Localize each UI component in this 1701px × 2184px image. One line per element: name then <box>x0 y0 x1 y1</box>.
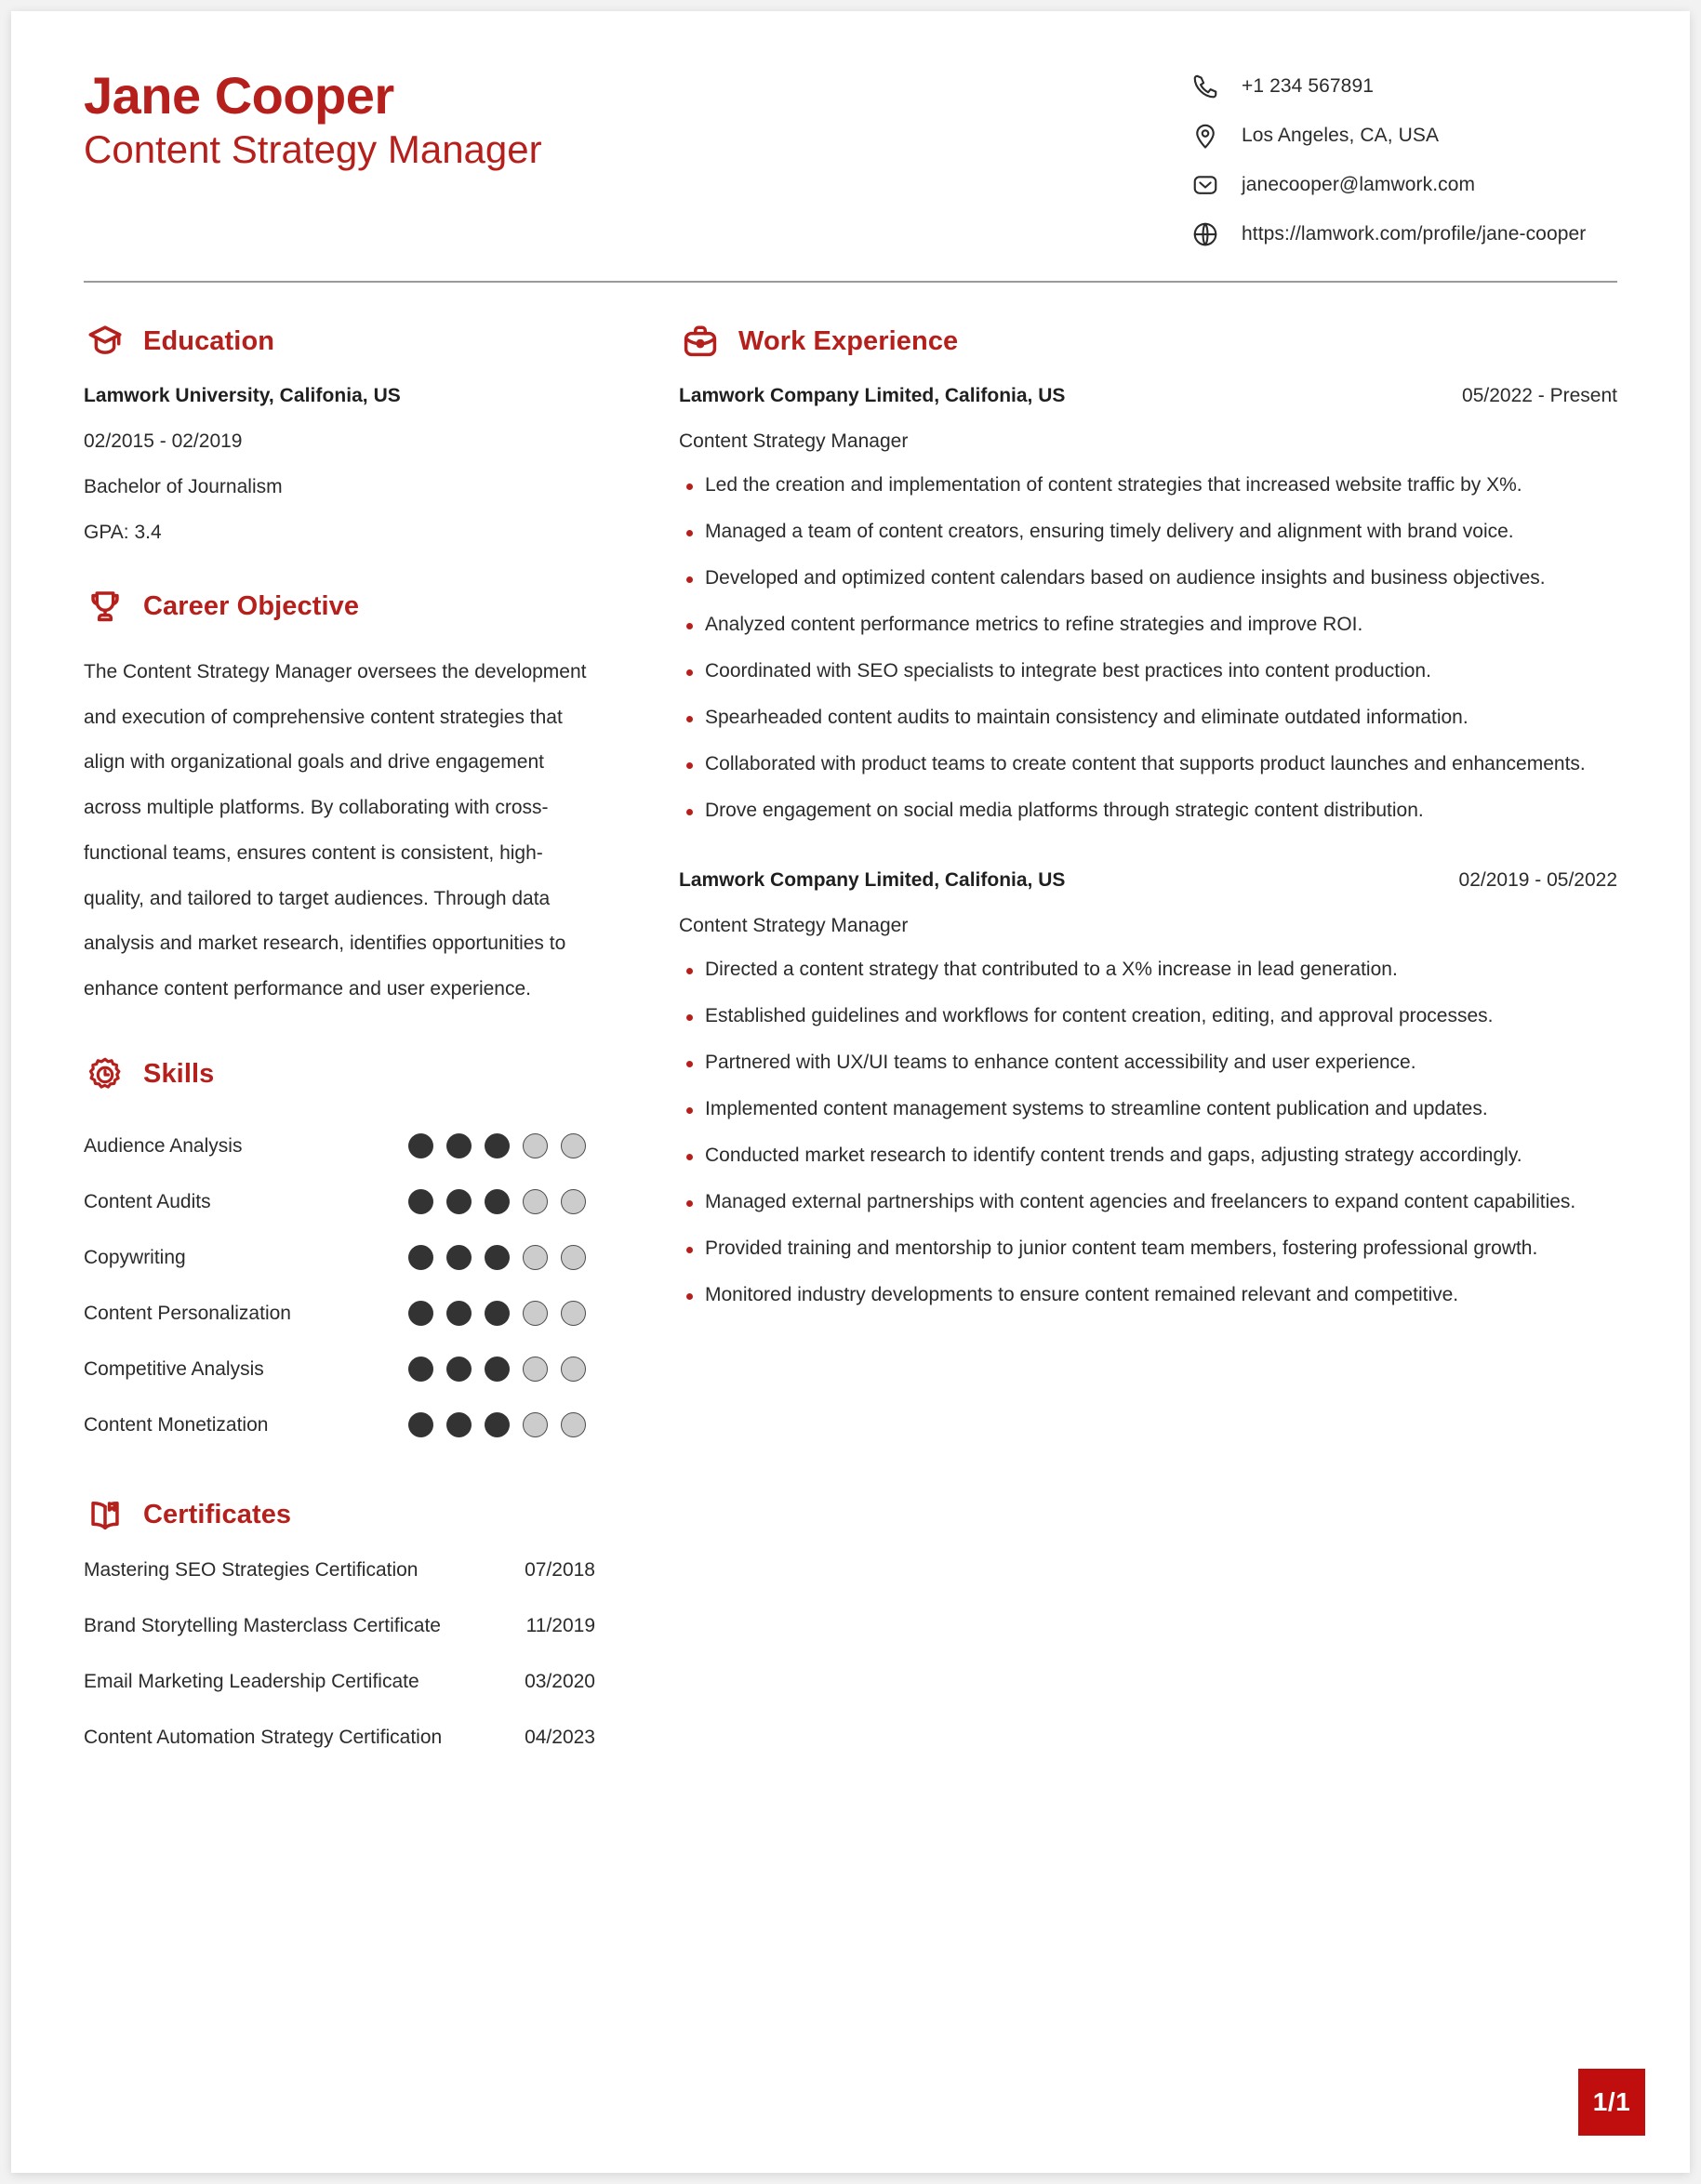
resume-header <box>11 11 1690 258</box>
skill-name: Content Audits <box>84 1190 211 1212</box>
work-experience-entry <box>679 385 1617 834</box>
rating-dot-empty[interactable] <box>523 1301 548 1326</box>
skill-rating-dots[interactable] <box>408 1301 595 1326</box>
skill-name: Content Monetization <box>84 1413 269 1436</box>
work-experience-heading <box>679 320 1617 363</box>
rating-dot-filled[interactable] <box>408 1301 433 1326</box>
certificate-name: Email Marketing Leadership Certificate <box>84 1670 419 1692</box>
job-dates: 02/2019 - 05/2022 <box>1458 869 1617 891</box>
rating-dot-empty[interactable] <box>561 1412 586 1437</box>
skill-row <box>84 1118 595 1174</box>
rating-dot-filled[interactable] <box>485 1301 510 1326</box>
job-bullet: Monitored industry developments to ensure content remained relevant and competitive. <box>679 1272 1617 1318</box>
rating-dot-filled[interactable] <box>446 1189 472 1214</box>
contact-website[interactable] <box>1189 209 1617 258</box>
contact-list <box>1189 58 1617 258</box>
job-bullet: Spearheaded content audits to maintain consistency and eliminate outdated information. <box>679 695 1617 741</box>
identity-block <box>84 58 542 175</box>
certificate-date: 03/2020 <box>525 1670 595 1692</box>
rating-dot-filled[interactable] <box>446 1301 472 1326</box>
rating-dot-filled[interactable] <box>485 1357 510 1382</box>
skills-heading <box>84 1053 595 1096</box>
job-organization: Lamwork Company Limited, Califonia, US <box>679 385 1066 406</box>
job-role: Content Strategy Manager <box>679 430 909 452</box>
contact-location[interactable] <box>1189 111 1617 160</box>
work-experience-title: Work Experience <box>738 325 959 356</box>
rating-dot-filled[interactable] <box>408 1245 433 1270</box>
skill-rating-dots[interactable] <box>408 1133 595 1158</box>
certificate-date: 07/2018 <box>525 1558 595 1581</box>
rating-dot-filled[interactable] <box>485 1189 510 1214</box>
rating-dot-empty[interactable] <box>523 1133 548 1158</box>
education-organization: Lamwork University, Califonia, US <box>84 385 401 406</box>
skills-list <box>84 1118 595 1453</box>
certificates-title: Certificates <box>143 1500 292 1530</box>
education-heading <box>84 320 595 363</box>
section-certificates <box>84 1453 595 1782</box>
job-role: Content Strategy Manager <box>679 915 909 936</box>
job-bullet: Managed a team of content creators, ensuring timely delivery and alignment with brand voice. <box>679 509 1617 555</box>
skills-title: Skills <box>143 1059 215 1090</box>
certificates-heading <box>84 1494 595 1537</box>
job-bullet: Conducted market research to identify content trends and gaps, adjusting strategy accordingly. <box>679 1132 1617 1179</box>
certificate-row <box>84 1559 595 1615</box>
job-bullet: Drove engagement on social media platforms through strategic content distribution. <box>679 788 1617 834</box>
skill-row <box>84 1230 595 1286</box>
certificates-list <box>84 1559 595 1782</box>
job-bullet: Developed and optimized content calendars based on audience insights and business objectives. <box>679 555 1617 602</box>
certificate-row <box>84 1671 595 1727</box>
job-bullet: Provided training and mentorship to junior content team members, fostering professional growth. <box>679 1225 1617 1272</box>
job-bullet: Directed a content strategy that contributed to a X% increase in lead generation. <box>679 946 1617 993</box>
job-bullet-list <box>679 462 1617 834</box>
skill-rating-dots[interactable] <box>408 1412 595 1437</box>
rating-dot-empty[interactable] <box>523 1189 548 1214</box>
certificate-name: Mastering SEO Strategies Certification <box>84 1558 419 1581</box>
contact-email[interactable] <box>1189 160 1617 209</box>
certificate-date: 11/2019 <box>525 1614 595 1636</box>
job-dates: 05/2022 - Present <box>1462 385 1617 406</box>
page-indicator-badge: 1/1 <box>1578 2069 1645 2136</box>
candidate-job-title: Content Strategy Manager <box>84 127 542 172</box>
resume-body <box>11 283 1690 1782</box>
job-header <box>679 385 1617 407</box>
globe-icon <box>1189 218 1221 250</box>
skill-name: Audience Analysis <box>84 1134 243 1157</box>
certificate-name: Brand Storytelling Masterclass Certificate <box>84 1614 441 1636</box>
rating-dot-filled[interactable] <box>485 1133 510 1158</box>
section-work-experience <box>679 283 1617 1318</box>
rating-dot-filled[interactable] <box>446 1357 472 1382</box>
contact-website-value: https://lamwork.com/profile/jane-cooper <box>1242 222 1587 245</box>
rating-dot-empty[interactable] <box>561 1357 586 1382</box>
contact-email-value: janecooper@lamwork.com <box>1242 173 1476 195</box>
work-experience-entry <box>679 869 1617 1318</box>
education-dates: 02/2015 - 02/2019 <box>84 430 243 452</box>
job-bullet: Implemented content management systems to streamline content publication and updates. <box>679 1086 1617 1132</box>
rating-dot-filled[interactable] <box>485 1412 510 1437</box>
rating-dot-filled[interactable] <box>408 1357 433 1382</box>
section-education <box>84 283 595 544</box>
contact-phone-value: +1 234 567891 <box>1242 74 1375 97</box>
right-column <box>642 283 1617 1324</box>
rating-dot-filled[interactable] <box>408 1189 433 1214</box>
certificate-row <box>84 1615 595 1671</box>
job-organization: Lamwork Company Limited, Califonia, US <box>679 869 1066 891</box>
rating-dot-filled[interactable] <box>446 1245 472 1270</box>
location-pin-icon <box>1189 120 1221 152</box>
envelope-icon <box>1189 169 1221 201</box>
left-column <box>84 283 642 1782</box>
job-header <box>679 869 1617 892</box>
career-objective-text: The Content Strategy Manager oversees the development and execution of comprehensive content strategies that align with organizational goals and drive engagement across multiple platforms. By collaborating with cross-functional teams, ensures content is consistent, high-quality, and tailored to target audiences. Through data analysis and market research, identifies opportunities to enhance content performance and user experience. <box>84 661 587 1000</box>
rating-dot-empty[interactable] <box>561 1301 586 1326</box>
briefcase-icon <box>679 320 722 363</box>
rating-dot-filled[interactable] <box>446 1412 472 1437</box>
rating-dot-filled[interactable] <box>408 1133 433 1158</box>
rating-dot-filled[interactable] <box>485 1245 510 1270</box>
education-degree: Bachelor of Journalism <box>84 476 283 497</box>
gear-clock-icon <box>84 1053 126 1096</box>
rating-dot-empty[interactable] <box>561 1189 586 1214</box>
certificate-row <box>84 1727 595 1782</box>
contact-location-value: Los Angeles, CA, USA <box>1242 124 1440 146</box>
rating-dot-empty[interactable] <box>523 1412 548 1437</box>
trophy-icon <box>84 585 126 628</box>
skill-row <box>84 1342 595 1397</box>
open-book-icon <box>84 1494 126 1537</box>
rating-dot-empty[interactable] <box>523 1245 548 1270</box>
job-bullet: Managed external partnerships with content agencies and freelancers to expand content capabilities. <box>679 1179 1617 1225</box>
contact-phone[interactable] <box>1189 61 1617 111</box>
skill-row <box>84 1286 595 1342</box>
rating-dot-empty[interactable] <box>523 1357 548 1382</box>
certificate-date: 04/2023 <box>525 1726 595 1748</box>
phone-icon <box>1189 71 1221 102</box>
job-bullet: Partnered with UX/UI teams to enhance content accessibility and user experience. <box>679 1039 1617 1086</box>
jobs-list <box>679 385 1617 1318</box>
job-bullet: Established guidelines and workflows for content creation, editing, and approval processes. <box>679 993 1617 1039</box>
skill-rating-dots[interactable] <box>408 1189 595 1214</box>
section-career-objective <box>84 544 595 1013</box>
career-objective-heading <box>84 585 595 628</box>
job-bullet: Collaborated with product teams to create content that supports product launches and enhancements. <box>679 741 1617 788</box>
rating-dot-filled[interactable] <box>408 1412 433 1437</box>
candidate-name: Jane Cooper <box>84 66 394 125</box>
skill-name: Copywriting <box>84 1246 186 1268</box>
education-gpa: GPA: 3.4 <box>84 522 162 543</box>
skill-name: Content Personalization <box>84 1302 291 1324</box>
rating-dot-empty[interactable] <box>561 1245 586 1270</box>
skill-rating-dots[interactable] <box>408 1357 595 1382</box>
career-objective-title: Career Objective <box>143 590 360 621</box>
section-skills <box>84 1013 595 1453</box>
resume-page <box>11 11 1690 2173</box>
graduation-cap-icon <box>84 320 126 363</box>
job-bullet: Analyzed content performance metrics to refine strategies and improve ROI. <box>679 602 1617 648</box>
rating-dot-empty[interactable] <box>561 1133 586 1158</box>
certificate-name: Content Automation Strategy Certification <box>84 1726 443 1748</box>
skill-row <box>84 1397 595 1453</box>
rating-dot-filled[interactable] <box>446 1133 472 1158</box>
skill-name: Competitive Analysis <box>84 1357 264 1380</box>
education-title: Education <box>143 325 275 356</box>
job-bullet: Coordinated with SEO specialists to integrate best practices into content production. <box>679 648 1617 695</box>
job-bullet: Led the creation and implementation of content strategies that increased website traffic by X%. <box>679 462 1617 509</box>
skill-row <box>84 1174 595 1230</box>
skill-rating-dots[interactable] <box>408 1245 595 1270</box>
education-entry <box>84 385 595 544</box>
job-bullet-list <box>679 946 1617 1318</box>
